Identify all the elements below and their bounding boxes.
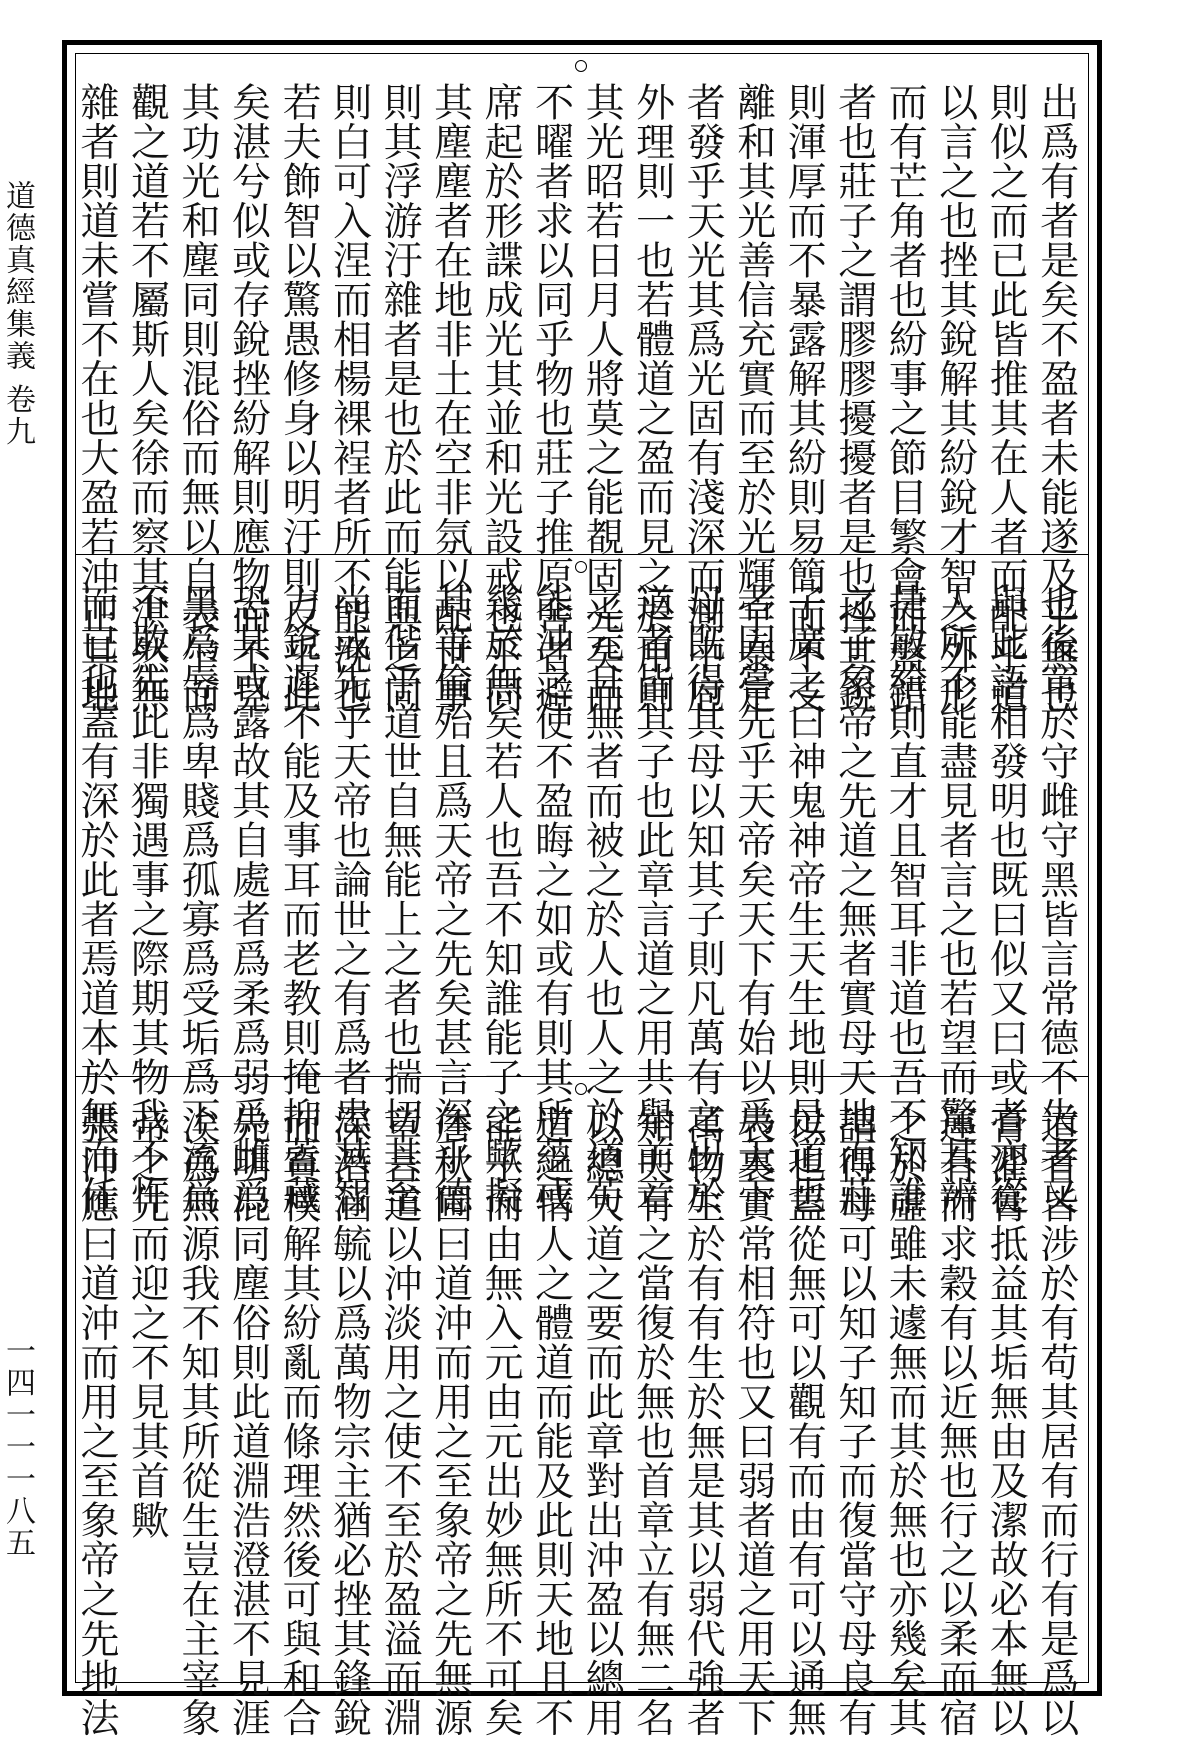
text-column: 則似之而已此皆推其在人者而配乎道 bbox=[983, 82, 1029, 714]
text-column: 能子而由無入元由元出妙無所不可矣 bbox=[478, 1105, 524, 1737]
text-column: 捷敏給則直才且智耳非道也吾不知誰 bbox=[882, 583, 928, 1215]
text-column: 其等倫殆且爲天帝之先矣甚言深乎德 bbox=[427, 583, 473, 1215]
text-column: 也後章於守雌守黑皆言常德不失者又 bbox=[1033, 583, 1079, 1215]
text-column: 運有而求穀有以近無也行之以柔而宿 bbox=[932, 1105, 978, 1737]
text-column: 則其浮游汙雜者是也於此而能與之同 bbox=[377, 82, 423, 714]
text-column: 以總大道之要而此章對出沖盈以總用 bbox=[579, 1105, 625, 1737]
text-column: 表裏實常相符也又曰弱者道之用天下 bbox=[730, 1105, 776, 1737]
text-column: 而質樸解其紛亂而條理然後可與和合 bbox=[276, 1105, 322, 1737]
text-column: 不曜者求以同乎物也莊子推原舍者避 bbox=[528, 82, 574, 714]
text-column: 而有芒角者也紛事之節目繁會而盤錯 bbox=[882, 82, 928, 714]
text-column: 以言之也挫其銳解其紛銳才智之外形 bbox=[932, 82, 978, 714]
text-column: 而偕乎道世自無能上之者也揣切其至 bbox=[377, 583, 423, 1215]
circle-mark bbox=[575, 60, 587, 72]
circle-mark bbox=[575, 561, 587, 573]
text-column: 以也蓋從無可以觀有而由有可以通無 bbox=[781, 1105, 827, 1737]
text-column: 涘爲無源我不知其所從生豈在主宰象 bbox=[175, 1105, 221, 1737]
text-column: 而已也蓋有深於此者焉道本於無而任 bbox=[74, 583, 119, 1215]
text-column: 則白可入涅而相楊裸裎者所不能浼也 bbox=[326, 82, 372, 714]
text-column: 黑爲辱爲卑賤爲孤寡爲受垢爲下流爲 bbox=[175, 583, 221, 1215]
text-column: 則渾厚而不暴露解其紛則易簡而不支 bbox=[781, 82, 827, 714]
text-column: 膏濯膏抵益其垢無由及潔故必本無以 bbox=[983, 1105, 1029, 1737]
inner-frame bbox=[74, 53, 1089, 1737]
text-column: 章言道以沖淡用之使不至於盈溢而淵 bbox=[377, 1105, 423, 1737]
text-column: 幾於無矣若人也吾不知誰能子之歟擬 bbox=[478, 583, 524, 1215]
text-column: 詹秋圃曰道沖而用之至象帝之先無源 bbox=[427, 1105, 473, 1737]
text-column: 不敢先此非獨遇事之際期其物我不忤 bbox=[124, 583, 170, 1215]
text-column: 觀之道若不屬斯人矣徐而察其湛然無 bbox=[124, 82, 170, 714]
text-column: 外理則一也若體道之盈而見之於用則 bbox=[629, 82, 675, 714]
text-column: 道者皆其子也此章言道之用共舉前章 bbox=[629, 583, 675, 1215]
text-column: 之於虛雖未遽無而其於無也亦幾矣其 bbox=[882, 1105, 928, 1737]
margin-page-number: 一四一一一八五 bbox=[0, 1335, 35, 1559]
text-column: 矣湛兮似或存銳挫紛解則應物而不見 bbox=[225, 82, 271, 714]
text-column: 者固嘗先乎天帝矣天下有始以爲天下 bbox=[730, 583, 776, 1215]
text-column: 雜者則道未嘗不在也大盈若沖正其地 bbox=[74, 82, 119, 714]
text-column: 其光昭若日月人將莫之能覩固光矣而 bbox=[579, 82, 625, 714]
text-column: 子廣之曰神鬼神帝生天生地則是道也 bbox=[781, 583, 827, 1215]
text-column: 知夫有之當復於無也首章立有無二名 bbox=[629, 1105, 675, 1737]
text-column: 道者皆涉於有苟其居有而行有是爲以 bbox=[1033, 1105, 1079, 1737]
register-top bbox=[74, 54, 1088, 714]
text-column: 帝之先而迎之不見其首歟 bbox=[124, 1105, 170, 1540]
register-middle bbox=[74, 554, 1088, 1215]
text-column: 其塵塵者在地非土在空非氛以配世事 bbox=[427, 82, 473, 714]
text-column: 深潛涵毓以爲萬物宗主猶必挫其鋒銳 bbox=[326, 1105, 372, 1737]
text-column: 者發乎天光其爲光固有淺深而測中庖 bbox=[680, 82, 726, 714]
circle-mark bbox=[575, 1083, 587, 1095]
text-column: 者也莊子之謂膠膠擾擾者是也挫其銳 bbox=[831, 82, 877, 714]
text-column: 尚或先乎天帝也論世之有爲者患其智 bbox=[326, 583, 372, 1215]
text-column: 恐其或露故其自處者爲柔爲弱爲雌爲 bbox=[225, 583, 271, 1215]
text-column: 張沖應曰道沖而用之至象帝之先地法 bbox=[74, 1105, 119, 1737]
register-bottom bbox=[74, 1076, 1088, 1737]
text-column: 萬物生於有有生於無是其以弱代強者 bbox=[680, 1105, 726, 1737]
text-column: 母既得其母以知其子則凡萬有之出於 bbox=[680, 583, 726, 1215]
page-frame bbox=[62, 40, 1102, 1737]
text-column: 謂得母可以知子知子而復當守母良有 bbox=[831, 1105, 877, 1737]
text-column: 之子象帝之先道之無者實母天地而莊 bbox=[831, 583, 877, 1215]
text-column: 道之情人之體道而能及此則天地且不 bbox=[528, 1105, 574, 1737]
text-column: 離和其光善信充實而至於光輝宇泰定 bbox=[730, 82, 776, 714]
text-column: 人所不能盡見者言之也若望而驚其辨 bbox=[932, 583, 978, 1215]
text-column: 席起於形諜成光其並和光設戒也乎同 bbox=[478, 82, 524, 714]
text-column: 力銳遲不能及事耳而老教則掩抑蓋藏 bbox=[276, 583, 322, 1215]
text-column: 其功光和塵同則混俗而無以自表乍而 bbox=[175, 82, 221, 714]
text-column: 能沖之使不盈晦之如或有則其所蘊或 bbox=[528, 583, 574, 1215]
text-column: 與此語相發明也既曰似又曰或者亦從 bbox=[983, 583, 1029, 1215]
text-column: 出爲有者是矣不盈者未能遂及乎無也 bbox=[1033, 82, 1079, 714]
margin-book-title: 道德真經集義 卷九 bbox=[0, 180, 35, 448]
text-column: 之元且無者而被之於人也人之於道苟 bbox=[579, 583, 625, 1215]
text-column: 若夫飾智以驚愚修身以明汙則反乎此 bbox=[276, 82, 322, 714]
text-column: 先明混同塵俗則此道淵浩澄湛不見涯 bbox=[225, 1105, 271, 1737]
